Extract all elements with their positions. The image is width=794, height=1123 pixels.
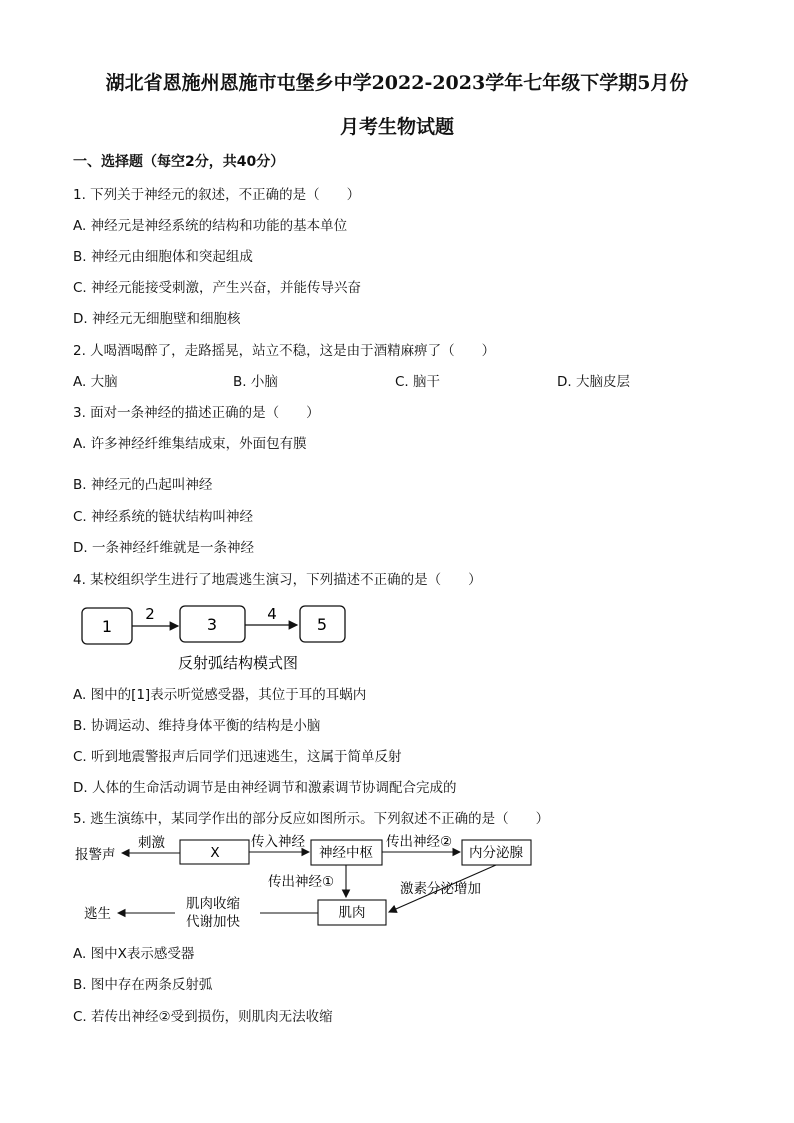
gland-box-label: 内分泌腺 [469, 845, 523, 861]
page-title-line2: 月考生物试题 [339, 116, 454, 138]
q4-option-b: B. 协调运动、维持身体平衡的结构是小脑 [73, 718, 321, 734]
afferent-label: 传入神经 [251, 834, 305, 850]
q2-option-c: C. 脑干 [395, 374, 441, 390]
q4-stem: 4. 某校组织学生进行了地震逃生演习，下列描述不正确的是（ ） [73, 572, 482, 588]
stimulus-label: 刺激 [138, 835, 165, 851]
q3-stem: 3. 面对一条神经的描述正确的是（ ） [73, 405, 320, 421]
q2-option-d: D. 大脑皮层 [557, 374, 630, 390]
q1-option-d: D. 神经元无细胞壁和细胞核 [73, 311, 241, 327]
q2-stem: 2. 人喝酒喝醉了，走路摇晃，站立不稳，这是由于酒精麻痹了（ ） [73, 343, 496, 359]
q1-option-c: C. 神经元能接受刺激，产生兴奋，并能传导兴奋 [73, 280, 362, 296]
reflex-box-3-label: 3 [206, 615, 218, 634]
q3-option-b: B. 神经元的凸起叫神经 [73, 477, 213, 493]
q1-option-b: B. 神经元由细胞体和突起组成 [73, 249, 253, 265]
page-title-line1: 湖北省恩施州恩施市屯堡乡中学2022-2023学年七年级下学期5月份 [105, 72, 689, 94]
q3-option-a: A. 许多神经纤维集结成束，外面包有膜 [73, 436, 307, 452]
reflex-box-5-label: 5 [316, 615, 328, 634]
contract-label-1: 肌肉收缩 [186, 896, 240, 912]
reflex-caption: 反射弧结构模式图 [177, 654, 299, 672]
q1-stem: 1. 下列关于神经元的叙述，不正确的是（ ） [73, 187, 361, 203]
efferent1-label: 传出神经① [268, 874, 335, 890]
q2-option-a: A. 大脑 [73, 374, 118, 390]
q4-option-c: C. 听到地震警报声后同学们迅速逃生，这属于简单反射 [73, 749, 402, 765]
q3-option-d: D. 一条神经纤维就是一条神经 [73, 540, 254, 556]
alarm-label: 报警声 [75, 847, 116, 863]
escape-label: 逃生 [84, 906, 111, 922]
x-box-label: X [210, 845, 220, 861]
q5-option-a: A. 图中X表示感受器 [73, 946, 195, 962]
center-box-label: 神经中枢 [319, 845, 373, 861]
q3-option-c: C. 神经系统的链状结构叫神经 [73, 509, 254, 525]
reflex-arrow-2-label: 2 [145, 605, 155, 623]
reflex-arrow-4-label: 4 [267, 605, 277, 623]
efferent2-label: 传出神经② [386, 834, 453, 850]
q5-option-b: B. 图中存在两条反射弧 [73, 977, 213, 993]
q5-stem: 5. 逃生演练中，某同学作出的部分反应如图所示。下列叙述不正确的是（ ） [73, 811, 550, 827]
q4-option-d: D. 人体的生命活动调节是由神经调节和激素调节协调配合完成的 [73, 780, 457, 796]
contract-label-2: 代谢加快 [186, 914, 240, 930]
hormone-label: 激素分泌增加 [400, 881, 481, 897]
section-heading: 一、选择题（每空2分，共40分） [73, 154, 285, 170]
q4-option-a: A. 图中的[1]表示听觉感受器，其位于耳的耳蜗内 [73, 687, 367, 703]
muscle-box-label: 肌肉 [338, 905, 366, 921]
reflex-box-1-label: 1 [101, 617, 113, 636]
q2-option-b: B. 小脑 [233, 374, 278, 390]
q5-option-c: C. 若传出神经②受到损伤，则肌肉无法收缩 [73, 1009, 333, 1025]
q1-option-a: A. 神经元是神经系统的结构和功能的基本单位 [73, 218, 348, 234]
